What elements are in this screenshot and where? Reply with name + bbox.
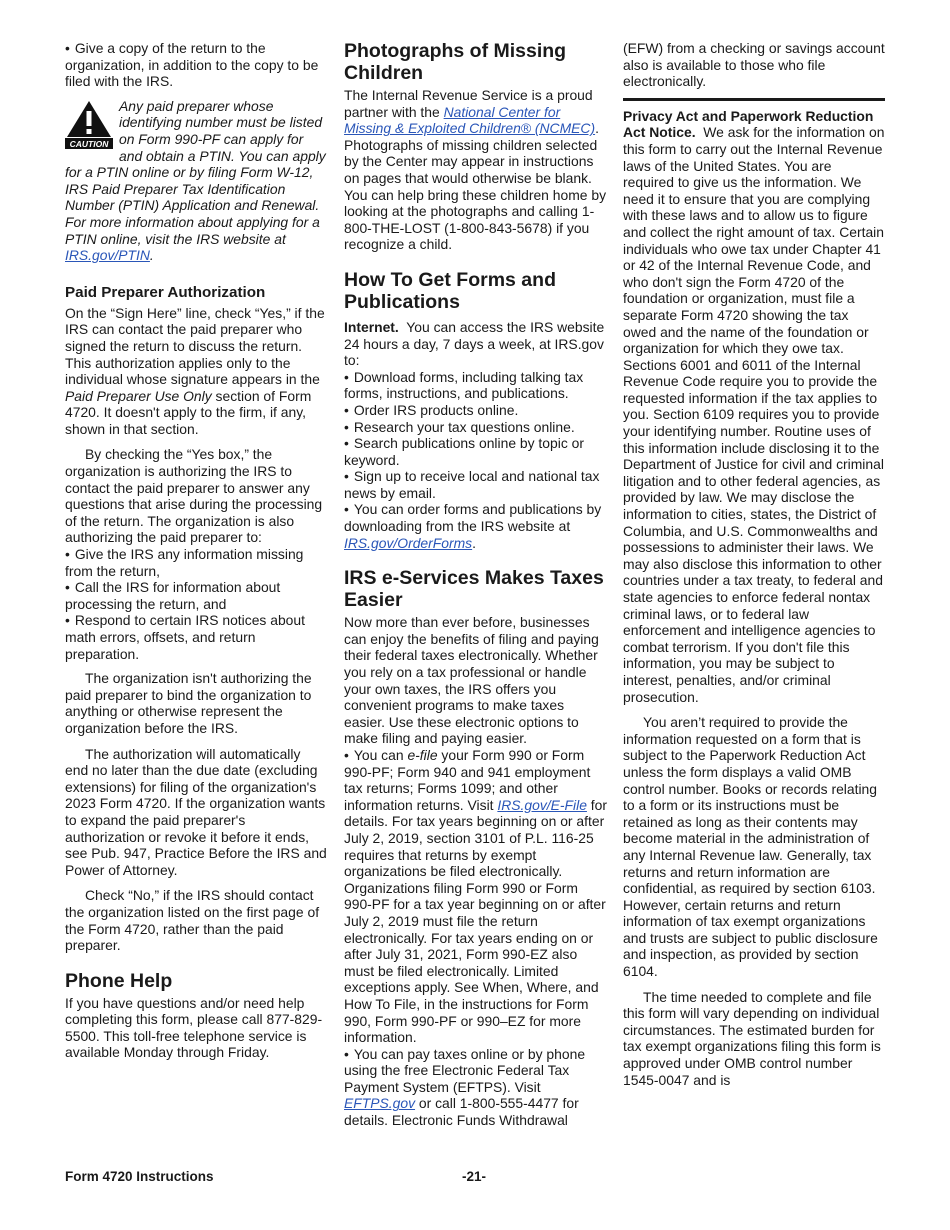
paragraph: The time needed to complete and file this form will vary depending on individual circumstances. The estimated burden for tax exempt organizations filing this form is approved under OMB control number 1545-0047 and is [623, 988, 881, 1088]
italic-text: Paid Preparer Use Only [65, 387, 212, 404]
text: On the “Sign Here” line, check “Yes,” if the IRS can contact the paid preparer who signed the return to discuss the return. This authorization applies only to the individual whose signature appears in the [65, 304, 325, 388]
paragraph: Now more than ever before, businesses can enjoy the benefits of filing and paying their federal taxes electronically. Whether you rely on a tax professional or handle your own taxes, the IRS offers you convenient programs to make taxes easier. Use these electronic options to make filing and paying easier. [344, 614, 599, 747]
column-1 [65, 40, 327, 1070]
ncmec-link[interactable]: National Center for Missing & Exploited Children® (NCMEC) [344, 103, 596, 137]
paragraph [344, 87, 608, 253]
paragraph [623, 108, 885, 705]
caution-text: Any paid preparer whose identifying number must be listed on Form 990-PF can apply for and obtain a PTIN. You can apply for a PTIN online or by filing Form W-12, IRS Paid Preparer Tax Identification Number (PTIN) Application and Renewal. For more information about applying for a PTIN online, visit the IRS website at [65, 97, 326, 247]
paragraph: You aren’t required to provide the information requested on a form that is subject to the Paperwork Reduction Act unless the form displays a valid OMB control number. Books or records relating to a form or its instructions must be retained as long as their contents may become material in the administration of any Internal Revenue law. Generally, tax returns and return information are confidential, as required by section 6103. However, certain returns and return information of tax exempt organizations and trusts are subject to public disclosure and inspection, as provided by section 6104. [623, 714, 878, 980]
text: You can pay taxes online or by phone using the free Electronic Federal Tax Payment System (EFTPS). Visit [344, 1045, 586, 1095]
text: your Form 990 or Form 990-PF; Form 940 and 941 employment tax returns; Forms 1099; and other information returns. Visit [344, 747, 591, 813]
caution-icon-label: CAUTION [69, 138, 109, 149]
italic-text: e-file [407, 747, 438, 763]
list-item: • Download forms, including talking tax forms, instructions, and publications. [344, 369, 608, 402]
list-item: • Order IRS products online. [344, 402, 608, 419]
paragraph [65, 305, 327, 438]
paragraph: If you have questions and/or need help completing this form, please call 877-829-5500. This toll-free telephone service is available Monday through Friday. [65, 994, 323, 1061]
list-item [344, 501, 608, 551]
paid-preparer-heading: Paid Preparer Authorization [65, 283, 266, 301]
paragraph: Check “No,” if the IRS should contact the organization listed on the first page of the Form 4720, rather than the paid preparer. [65, 887, 320, 954]
text: We ask for the information on this form to carry out the Internal Revenue laws of the United States. You are required to give us the information. We need it to ensure that you are complying with these laws and to allow us to figure and collect the right amount of tax. Certain individuals who owe tax under Chapter 41 or 42 of the Internal Revenue Code, and who don't sign the Form 4720 of the foundation or organization, must file a separate Form 4720 showing the tax owed and the name of the foundation or organization for which they owe tax. Sections 6001 and 6011 of the Internal Revenue Code require you to provide the requested information if the tax applies to you. Section 6109 requires you to provide your identifying number. Routine uses of this information include disclosing it to the Department of Justice for civil and criminal litigation and to other federal agencies, as provided by law. We may disclose the information to cities, states, the District of Columbia, and U.S. Commonwealths and possessions to administer their laws. We may also disclose this information to other countries under a tax treaty, to federal and state agencies to enforce federal nontax criminal laws, or to federal law enforcement and intelligence agencies to combat terrorism. If you don't file this information, you may be subject to interest, penalties, and/or criminal prosecution. [623, 124, 885, 705]
internet-lead: Internet. [344, 318, 399, 335]
paragraph: (EFW) from a checking or savings account also is available to those who file electronically. [623, 40, 885, 90]
column-3 [623, 40, 885, 1097]
paragraph: The organization isn't authorizing the paid preparer to bind the organization to anything or otherwise represent the organization before the IRS. [65, 670, 312, 736]
eservices-heading: IRS e-Services Makes Taxes Easier [344, 567, 604, 612]
photographs-heading: Photographs of Missing Children [344, 40, 567, 84]
text: . [472, 534, 476, 551]
ptin-link[interactable]: IRS.gov/PTIN [65, 247, 150, 264]
list-item [344, 747, 608, 1046]
caution-note [65, 98, 327, 264]
footer-form-title: Form 4720 Instructions [65, 1169, 214, 1184]
paragraph: The authorization will automatically end no later than the due date (excluding extensions) for filing of the organization's 2023 Form 4720. If the organization wants to expand the paid preparer's authorization or revoke it before it ends, see Pub. 947, Practice Before the IRS and Power of Attorney. [65, 745, 327, 878]
page-number: -21- [462, 1169, 487, 1184]
text: or call 1-800-555-4477 for details. Electronic Funds Withdrawal [344, 1095, 579, 1129]
list-item: • Give a copy of the return to the organization, in addition to the copy to be filed with the IRS. [65, 40, 327, 90]
list-item: • Respond to certain IRS notices about math errors, offsets, and return preparation. [65, 612, 327, 662]
list-item: • Give the IRS any information missing from the return, [65, 546, 327, 579]
text: . Photographs of missing children selected by the Center may appear in instructions on pages that would otherwise be blank. You can help bring these children home by looking at the photographs and calling 1-800-THE-LOST (1-800-843-5678) if you recognize a child. [344, 120, 607, 253]
text: You can [353, 747, 408, 763]
paragraph: By checking the “Yes box,” the organization is authorizing the IRS to contact the paid preparer to answer any questions that arise during the processing of the return. The organization is also authorizing the paid preparer to: [65, 446, 323, 546]
text: You can access the IRS website 24 hours a day, 7 days a week, at IRS.gov to: [344, 318, 605, 369]
text: section of Form 4720. It doesn't apply to the firm, if any, shown in that section. [65, 387, 312, 437]
efile-link[interactable]: IRS.gov/E-File [497, 796, 587, 813]
order-forms-link[interactable]: IRS.gov/OrderForms [344, 534, 473, 551]
phone-help-heading: Phone Help [65, 969, 173, 992]
privacy-lead: Privacy Act and Paperwork Reduction Act Notice. [623, 107, 874, 141]
list-item [344, 1046, 608, 1129]
column-2 [344, 40, 608, 1129]
text: The Internal Revenue Service is a proud partner with the [344, 87, 593, 120]
list-item: • Sign up to receive local and national tax news by email. [344, 468, 608, 501]
list-item: • Call the IRS for information about processing the return, and [65, 579, 327, 612]
text: You can order forms and publications by downloading from the IRS website at [344, 501, 602, 535]
eftps-link[interactable]: EFTPS.gov [344, 1095, 416, 1112]
paragraph [344, 319, 608, 369]
caution-icon [65, 100, 113, 150]
forms-heading: How To Get Forms and Publications [344, 268, 556, 313]
section-divider [623, 98, 885, 101]
list-item: • Search publications online by topic or keyword. [344, 435, 608, 468]
caution-end: . [149, 247, 154, 264]
text: for details. For tax years beginning on or after July 2, 2019, section 3101 of P.L. 116-25 requires that returns by exempt organizations be filed electronically. Organizations filing Form 990 or Form 990-PF for a tax year beginning on or after July 2, 2019 must file the return electronically. For tax years ending on or after July 31, 2021, Form 990-EZ also must be filed electronically. Limited exceptions apply. See When, Where, and How To File, in the instructions for Form 990, Form 990-PF or 990–EZ for more information. [344, 796, 607, 1046]
list-item: • Research your tax questions online. [344, 419, 608, 436]
